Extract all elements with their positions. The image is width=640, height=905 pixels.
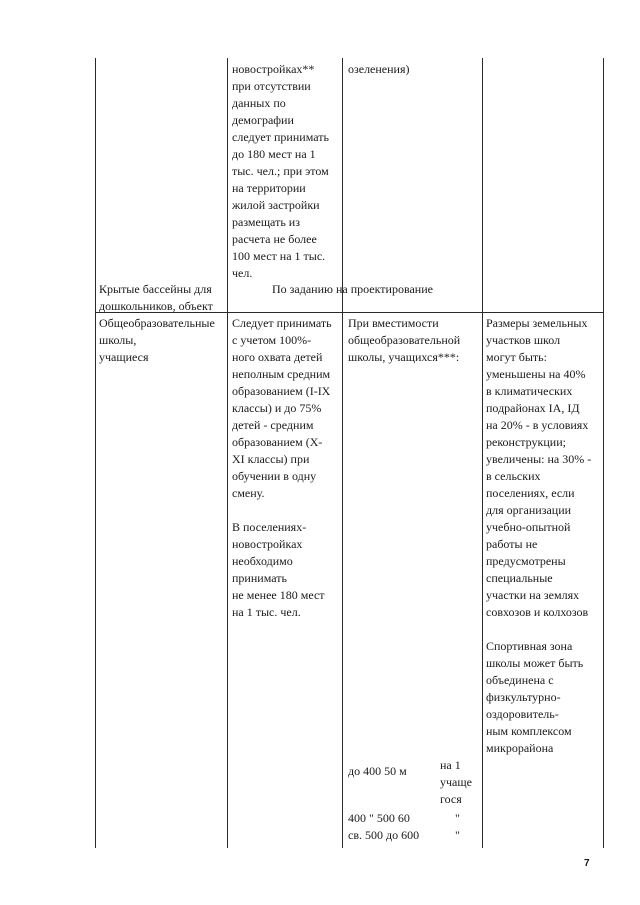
capacity-range: до 400 50 м	[348, 764, 407, 778]
table-border-left	[95, 58, 96, 848]
page-number: 7	[584, 858, 590, 869]
pool-object-label: Крытые бассейны для дошкольников, объект	[99, 282, 213, 313]
school-notes: Размеры земельных участков школ могут быть: уменьшены на 40% в климатических подрайонах IА, IД на 20% - в условиях реконструкции; увеличены: на 30% - в сельских поселениях, если для организации учебно-опытной работы не предусмотрены специальные участки на землях совхозов и колхозов Спортивная зона школы может быть объединена с физкультурно- оздоровитель- ным комплексом микрорайона	[486, 316, 592, 755]
capacity-unit: на 1 учаще гося	[440, 758, 472, 806]
column-divider-3	[482, 58, 483, 848]
capacity-unit: "	[455, 811, 460, 825]
norms-continuation: новостройках** при отсутствии данных по демографии следует принимать до 180 мест на 1 тыс. чел.; при этом на территории жилой застройки размещать из расчета не более 100 мест на 1 тыс. чел.	[232, 62, 329, 280]
capacity-range: 400 " 500 60	[348, 811, 410, 825]
capacity-header: При вместимости общеобразовательной школы, учащихся***:	[348, 316, 461, 364]
area-continuation: озеленения)	[348, 62, 410, 76]
capacity-range: св. 500 до 600	[348, 828, 420, 842]
column-divider-1	[227, 58, 228, 848]
pool-value: По заданию на проектирование	[272, 282, 433, 296]
school-norms: Следует принимать с учетом 100%- ного охвата детей неполным средним образованием (I-IX классы) и до 75% детей - средним образованием (X- XI классы) при обучении в одну смену. В поселениях- новостройках необходимо принимать не менее 180 мест на 1 тыс. чел.	[232, 316, 332, 619]
school-object-name: Общеобразовательные школы, учащиеся	[99, 316, 215, 364]
capacity-unit: "	[455, 828, 460, 842]
